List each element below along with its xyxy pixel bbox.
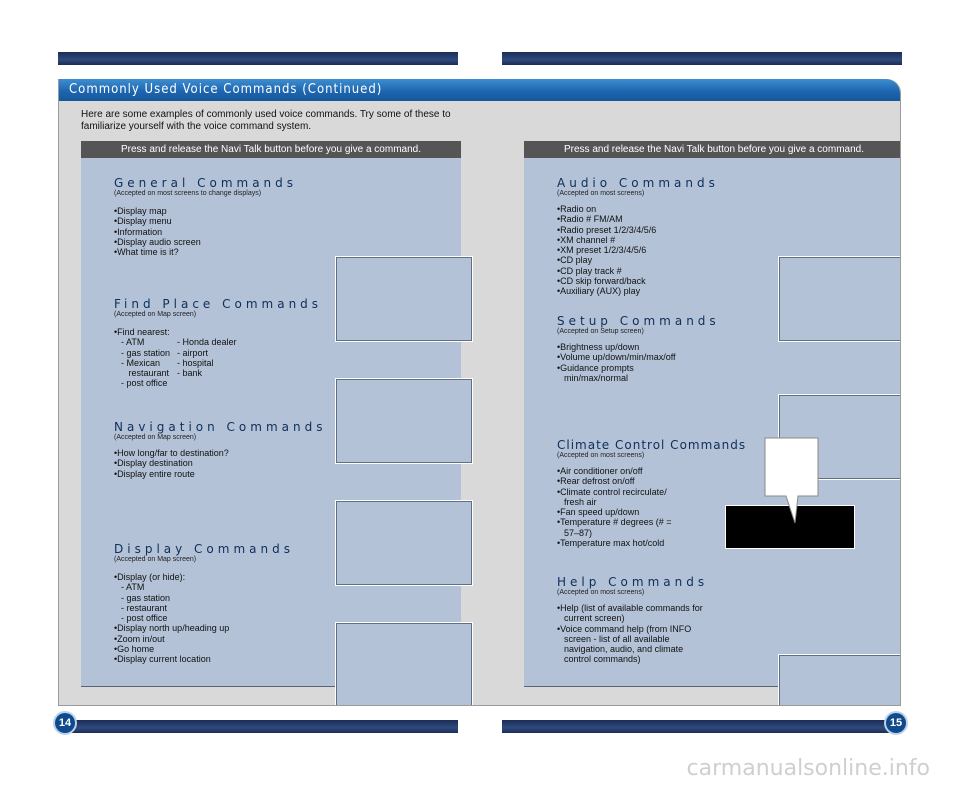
list-item: • Zoom in/out [114,634,304,644]
list-item: • Radio preset 1/2/3/4/5/6 [557,225,737,235]
list-item: • What time is it? [114,247,274,257]
list-item: - bank [177,368,203,379]
intro-text: Here are some examples of commonly used voice commands. Try some of these to familiarize yourself with the voice command system. [81,109,451,132]
list-item: • Guidance prompts min/max/normal [557,363,687,384]
list-item: - gas station [121,347,171,358]
climate-commands-list [557,466,682,548]
find-place-screenshot-placeholder [335,378,473,464]
list-item: - airport [177,347,209,358]
display-sub-list [114,582,304,623]
list-item: - post office [121,613,168,624]
list-item: • Display current location [114,654,304,664]
navigation-screenshot-placeholder [335,500,473,586]
list-item: • Display map [114,206,274,216]
find-place-commands-list [114,327,304,337]
right-panel-header: Press and release the Navi Talk button before you give a command. [524,141,901,158]
navigation-commands-list [114,448,304,479]
bottom-decor-bar-left [70,720,458,733]
general-commands-note: (Accepted on most screens to change displays) [114,190,262,197]
navigation-commands-title: Navigation Commands [114,420,327,434]
help-commands-note: (Accepted on most screens) [557,589,645,596]
list-item: • Auxiliary (AUX) play [557,286,737,296]
list-item: • Find nearest: [114,327,304,337]
audio-commands-list [557,204,737,297]
find-place-commands-note: (Accepted on Map screen) [114,311,197,318]
page-number-left: 14 [55,713,75,733]
list-item: • Rear defrost on/off [557,476,682,486]
list-item: • Temperature max hot/cold [557,538,682,548]
setup-commands-title: Setup Commands [557,314,720,328]
find-nearest-col-2 [177,337,237,388]
list-item: • XM preset 1/2/3/4/5/6 [557,245,737,255]
page-frame [58,79,901,706]
general-screenshot-placeholder [335,256,473,342]
list-item: • Fan speed up/down [557,507,682,517]
audio-screenshot-placeholder [778,256,901,342]
list-item: - Mexican [121,357,161,368]
audio-commands-note: (Accepted on most screens) [557,190,645,197]
general-commands-title: General Commands [114,176,298,190]
display-screenshot-placeholder [335,622,473,706]
callout-bubble-shape [765,438,818,523]
list-item: - ATM [121,582,145,593]
list-item: • XM channel # [557,235,737,245]
list-item: • Voice command help (from INFO screen - list of all available navigation, audio, and climate control commands) [557,624,707,665]
top-decor-bar-left [58,52,458,65]
top-decor-bar-right [502,52,902,65]
bottom-decor-bar-right [502,720,890,733]
help-commands-title: Help Commands [557,575,709,589]
climate-commands-section [557,438,747,549]
help-commands-section [557,575,707,665]
list-item: - restaurant [121,602,168,613]
climate-commands-note: (Accepted on most screens) [557,452,645,459]
find-place-commands-title: Find Place Commands [114,297,323,311]
climate-commands-title: Climate Control Commands [557,438,747,452]
list-item: • Help (list of available commands for current screen) [557,603,707,624]
audio-commands-title: Audio Commands [557,176,719,190]
display-commands-title: Display Commands [114,542,294,556]
find-nearest-col-1 [114,337,177,388]
general-commands-list [114,206,274,257]
navigation-commands-section [114,420,327,479]
setup-commands-note: (Accepted on Setup screen) [557,328,644,335]
navigation-commands-note: (Accepted on Map screen) [114,434,197,441]
list-item: • Display audio screen [114,237,274,247]
display-commands-list-2 [114,623,304,664]
climate-callout-pointer [760,436,824,526]
watermark-text: carmanualsonline.info [686,756,930,781]
list-item: restaurant [121,368,170,379]
list-item: • Display north up/heading up [114,623,304,633]
list-item: • Display menu [114,216,274,226]
help-commands-list [557,603,707,665]
audio-commands-section [557,176,737,297]
list-item: - post office [121,378,168,389]
general-commands-section [114,176,298,258]
list-item: • CD play track # [557,266,737,276]
setup-commands-section [557,314,737,383]
list-item: • Display destination [114,458,304,468]
section-banner [59,79,900,101]
list-item: • Display entire route [114,469,304,479]
list-item: • Temperature # degrees (# = 57–87) [557,517,682,538]
list-item: • Radio on [557,204,737,214]
list-item: • CD skip forward/back [557,276,737,286]
list-item: • Radio # FM/AM [557,214,737,224]
page-number-right: 15 [886,713,906,733]
list-item: • Volume up/down/min/max/off [557,352,687,362]
list-item: • How long/far to destination? [114,448,304,458]
list-item: - ATM [121,337,145,348]
display-commands-section [114,542,304,665]
left-panel-header: Press and release the Navi Talk button before you give a command. [81,141,461,158]
list-item: • Information [114,227,274,237]
find-place-commands-section [114,297,323,389]
list-item: • Display (or hide): [114,572,304,582]
list-item: • CD play [557,255,737,265]
setup-commands-list [557,342,687,383]
page-title: Commonly Used Voice Commands (Continued) [69,82,383,97]
display-commands-list [114,572,304,582]
help-screenshot-placeholder [778,654,901,706]
list-item: - gas station [121,592,171,603]
list-item: - hospital [177,357,214,368]
list-item: - Honda dealer [177,337,237,348]
list-item: • Climate control recirculate/ fresh air [557,487,682,508]
right-panel [524,141,901,687]
display-commands-note: (Accepted on Map screen) [114,556,197,563]
list-item: • Air conditioner on/off [557,466,682,476]
list-item: • Brightness up/down [557,342,687,352]
list-item: • Go home [114,644,304,654]
left-panel [81,141,461,687]
